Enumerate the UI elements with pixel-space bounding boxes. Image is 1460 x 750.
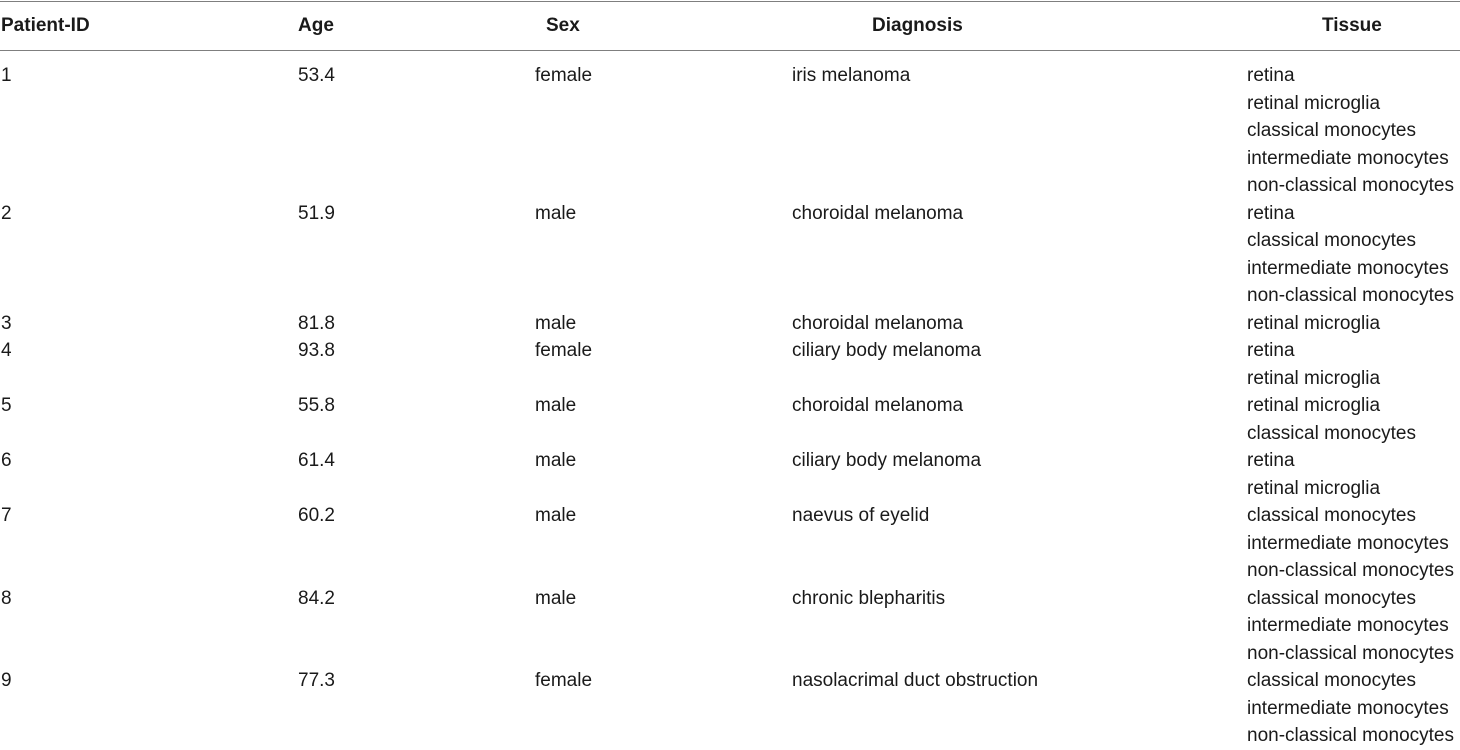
tissue-item: classical monocytes: [1247, 120, 1416, 141]
table-row: [0, 62, 1460, 200]
cell-patient-id: 5: [1, 395, 12, 416]
tissue-item: non-classical monocytes: [1247, 725, 1454, 746]
cell-age: 55.8: [298, 395, 335, 416]
cell-patient-id: 7: [1, 505, 12, 526]
table-row: [0, 667, 1460, 750]
cell-patient-id: 4: [1, 340, 12, 361]
tissue-item: retina: [1247, 340, 1295, 361]
tissue-item: retinal microglia: [1247, 477, 1381, 499]
tissue-item: retinal microglia: [1247, 367, 1381, 389]
table-row: [0, 585, 1460, 668]
table-row: [0, 200, 1460, 310]
cell-tissue: [1247, 447, 1460, 502]
tissue-item: non-classical monocytes: [1247, 642, 1454, 664]
cell-tissue: [1247, 502, 1460, 585]
tissue-item: intermediate monocytes: [1247, 257, 1449, 279]
cell-sex: male: [535, 395, 577, 416]
cell-diagnosis: naevus of eyelid: [792, 505, 930, 526]
cell-diagnosis: ciliary body melanoma: [792, 450, 982, 471]
cell-age: 81.8: [298, 312, 335, 334]
cell-diagnosis: choroidal melanoma: [792, 202, 964, 224]
table-header-rule: [0, 50, 1460, 51]
tissue-item: intermediate monocytes: [1247, 147, 1449, 169]
tissue-item: classical monocytes: [1247, 230, 1416, 251]
cell-age: 60.2: [298, 505, 335, 526]
tissue-item: non-classical monocytes: [1247, 285, 1454, 306]
table-row: [0, 502, 1460, 585]
cell-tissue: [1247, 667, 1460, 750]
cell-age: 93.8: [298, 340, 335, 361]
tissue-item: classical monocytes: [1247, 422, 1416, 444]
tissue-item: retinal microglia: [1247, 312, 1381, 334]
table-row: [0, 337, 1460, 392]
header-patient-id: Patient-ID: [1, 15, 90, 36]
header-age: Age: [298, 15, 334, 36]
cell-sex: male: [535, 587, 577, 609]
cell-diagnosis: choroidal melanoma: [792, 395, 964, 416]
tissue-item: retina: [1247, 450, 1295, 471]
cell-age: 53.4: [298, 65, 335, 86]
table-body: [0, 62, 1460, 750]
cell-patient-id: 1: [1, 65, 12, 86]
cell-patient-id: 8: [1, 587, 12, 609]
cell-patient-id: 3: [1, 312, 12, 334]
tissue-item: retina: [1247, 202, 1295, 224]
cell-diagnosis: choroidal melanoma: [792, 312, 964, 334]
cell-tissue: [1247, 310, 1460, 338]
header-sex: Sex: [546, 15, 580, 36]
cell-diagnosis: chronic blepharitis: [792, 587, 946, 609]
cell-sex: female: [535, 65, 593, 86]
cell-age: 84.2: [298, 587, 335, 609]
tissue-item: retinal microglia: [1247, 395, 1381, 416]
cell-tissue: [1247, 585, 1460, 668]
cell-tissue: [1247, 200, 1460, 310]
header-tissue: Tissue: [1322, 15, 1382, 36]
cell-tissue: [1247, 392, 1460, 447]
table-row: [0, 447, 1460, 502]
tissue-item: classical monocytes: [1247, 670, 1416, 691]
cell-tissue: [1247, 337, 1460, 392]
tissue-item: classical monocytes: [1247, 505, 1416, 526]
tissue-item: non-classical monocytes: [1247, 175, 1454, 196]
cell-patient-id: 9: [1, 670, 12, 691]
header-diagnosis: Diagnosis: [872, 15, 963, 36]
table-row: [0, 392, 1460, 447]
tissue-item: intermediate monocytes: [1247, 697, 1449, 719]
tissue-item: retina: [1247, 65, 1295, 86]
tissue-item: intermediate monocytes: [1247, 615, 1449, 636]
tissue-item: intermediate monocytes: [1247, 532, 1449, 554]
cell-age: 51.9: [298, 202, 335, 224]
tissue-item: retinal microglia: [1247, 92, 1381, 114]
cell-sex: female: [535, 340, 593, 361]
cell-sex: female: [535, 670, 593, 691]
cell-patient-id: 2: [1, 202, 12, 224]
cell-diagnosis: iris melanoma: [792, 65, 911, 86]
table-header-row: [0, 0, 1460, 50]
cell-age: 77.3: [298, 670, 335, 691]
cell-sex: male: [535, 450, 577, 471]
table-row: [0, 310, 1460, 338]
cell-diagnosis: ciliary body melanoma: [792, 340, 982, 361]
cell-tissue: [1247, 62, 1460, 200]
cell-diagnosis: nasolacrimal duct obstruction: [792, 670, 1039, 691]
tissue-item: non-classical monocytes: [1247, 560, 1454, 581]
tissue-item: classical monocytes: [1247, 587, 1416, 609]
cell-sex: male: [535, 312, 577, 334]
cell-sex: male: [535, 505, 577, 526]
cell-age: 61.4: [298, 450, 335, 471]
cell-patient-id: 6: [1, 450, 12, 471]
cell-sex: male: [535, 202, 577, 224]
